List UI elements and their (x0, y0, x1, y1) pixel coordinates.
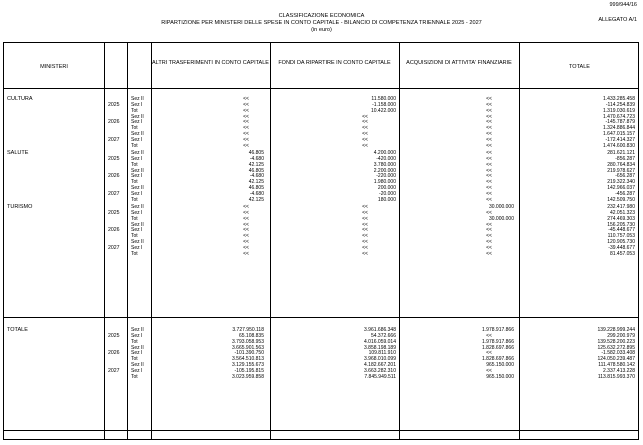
value-altri: -105.195.815 (234, 368, 264, 374)
value-altri: << (243, 245, 249, 251)
value-totale: 124.050.239.487 (597, 356, 635, 363)
value-fondi: 11.580.000 (371, 96, 396, 102)
value-altri: 3.129.155.673 (232, 362, 264, 369)
section-label: Sez II (131, 327, 144, 333)
value-acquisizioni: << (486, 107, 492, 114)
value-acquisizioni: << (486, 125, 492, 132)
value-acquisizioni: << (486, 173, 492, 180)
section-label: Tot (131, 215, 138, 222)
value-altri: << (243, 204, 249, 210)
value-totale: -145.787.879 (605, 119, 635, 126)
value-fondi: 4.182.667.201 (364, 362, 396, 369)
section-label: Sez I (131, 137, 143, 143)
year-label: 2026 (108, 227, 120, 234)
value-acquisizioni: << (486, 119, 492, 126)
footer-divider (4, 430, 638, 431)
value-acquisizioni: 30.000.000 (488, 215, 514, 222)
value-fondi: << (362, 245, 368, 251)
value-altri: 3.564.510.813 (232, 356, 264, 363)
value-altri: << (243, 142, 249, 149)
section-label: Tot (131, 196, 138, 203)
value-totale: 120.905.730 (607, 239, 635, 246)
value-totale: 281.621.121 (607, 150, 635, 156)
value-fondi: 109.811.910 (368, 350, 396, 357)
value-altri: -4.680 (249, 191, 264, 197)
value-fondi: << (362, 227, 368, 234)
value-fondi: << (362, 209, 368, 216)
section-label: Sez II (131, 131, 144, 138)
value-totale: -656.287 (615, 173, 635, 180)
value-acquisizioni: 1.828.697.866 (482, 356, 514, 363)
section-label: Sez I (131, 245, 143, 251)
value-totale: 111.478.580.142 (598, 362, 635, 369)
value-totale: 142.509.750 (607, 196, 635, 203)
value-altri: 42.125 (248, 161, 264, 168)
value-totale: -114.254.839 (605, 101, 635, 108)
value-acquisizioni: << (486, 239, 492, 246)
value-totale: 1.647.015.157 (603, 131, 635, 138)
value-fondi: 4.200.000 (373, 150, 396, 156)
value-acquisizioni: 965.150.000 (486, 362, 514, 369)
section-label: Sez I (131, 191, 143, 197)
value-fondi: << (362, 239, 368, 246)
value-altri: << (243, 119, 249, 126)
value-fondi: -420.000 (376, 155, 396, 162)
value-acquisizioni: << (486, 137, 492, 143)
ministry-name: CULTURA (7, 95, 33, 102)
section-label: Tot (131, 373, 138, 380)
value-altri: << (243, 113, 249, 120)
value-fondi: 3.858.198.189 (364, 344, 396, 351)
value-altri: << (243, 125, 249, 132)
section-label: Tot (131, 233, 138, 240)
value-fondi: 1.980.000 (373, 179, 396, 186)
value-totale: 219.978.627 (607, 167, 635, 174)
value-fondi: << (362, 137, 368, 143)
value-acquisizioni: << (486, 209, 492, 216)
total-divider (4, 317, 638, 318)
year-label: 2026 (108, 173, 120, 180)
section-label: Sez I (131, 332, 143, 339)
section-label: Sez II (131, 204, 144, 210)
value-totale: 110.757.053 (607, 233, 635, 240)
value-acquisizioni: << (486, 185, 492, 192)
value-acquisizioni: << (486, 245, 492, 251)
value-altri: 46.805 (248, 185, 264, 192)
value-altri: 3.793.058.953 (232, 338, 264, 345)
ministry-name: TOTALE (7, 326, 28, 333)
section-label: Tot (131, 142, 138, 149)
value-totale: -856.287 (615, 155, 635, 162)
value-altri: << (243, 239, 249, 246)
value-acquisizioni: << (486, 179, 492, 186)
value-fondi: 54.372.666 (370, 332, 396, 339)
value-altri: 3.023.959.858 (232, 373, 264, 380)
value-altri: 46.805 (248, 167, 264, 174)
section-label: Sez II (131, 221, 144, 228)
value-altri: << (243, 107, 249, 114)
value-totale: 156.205.730 (607, 221, 635, 228)
section-label: Sez I (131, 368, 143, 374)
value-altri: << (243, 221, 249, 228)
value-altri: << (243, 96, 249, 102)
value-fondi: << (362, 215, 368, 222)
value-altri: << (243, 131, 249, 138)
section-label: Sez II (131, 150, 144, 156)
value-fondi: << (362, 131, 368, 138)
value-acquisizioni: << (486, 368, 492, 374)
value-acquisizioni: << (486, 101, 492, 108)
year-label: 2026 (108, 119, 120, 126)
value-altri: -101.390.750 (234, 350, 264, 357)
value-acquisizioni: 1.828.697.866 (482, 344, 514, 351)
col-header-totale: TOTALE (569, 64, 590, 70)
value-acquisizioni: << (486, 221, 492, 228)
value-totale: -39.448.677 (608, 245, 635, 251)
value-totale: 1.433.285.458 (603, 96, 635, 102)
value-acquisizioni: << (486, 131, 492, 138)
section-label: Sez I (131, 155, 143, 162)
value-totale: 81.457.053 (609, 250, 635, 257)
value-totale: 1.324.886.844 (603, 125, 635, 132)
section-label: Tot (131, 179, 138, 186)
value-acquisizioni: 965.150.000 (486, 373, 514, 380)
value-acquisizioni: << (486, 113, 492, 120)
value-altri: << (243, 227, 249, 234)
col-divider (104, 43, 105, 439)
page-number: 999/944/16 (609, 2, 637, 8)
value-totale: -456.287 (615, 191, 635, 197)
col-header-altri: ALTRI TRASFERIMENTI IN CONTO CAPITALE (152, 60, 269, 66)
value-fondi: -1.158.000 (372, 101, 396, 108)
attachment-label: ALLEGATO A/1 (598, 17, 637, 23)
value-totale: 42.051.323 (609, 209, 635, 216)
value-acquisizioni: << (486, 142, 492, 149)
units-label: (in euro) (311, 27, 332, 33)
value-totale: 274.469.303 (607, 215, 635, 222)
value-fondi: 3.663.282.310 (364, 368, 396, 374)
value-fondi: 4.016.059.014 (364, 338, 396, 345)
value-totale: 139.228.999.244 (597, 327, 635, 333)
header-divider (4, 88, 638, 89)
value-acquisizioni: 1.978.917.866 (482, 338, 514, 345)
section-label: Sez II (131, 362, 144, 369)
value-acquisizioni: << (486, 96, 492, 102)
value-acquisizioni: << (486, 196, 492, 203)
value-altri: 46.805 (248, 150, 264, 156)
value-totale: 219.322.340 (607, 179, 635, 186)
year-label: 2027 (108, 245, 120, 251)
value-acquisizioni: << (486, 233, 492, 240)
value-fondi: -20.000 (379, 191, 396, 197)
value-altri: 42.125 (248, 196, 264, 203)
value-totale: 125.632.272.895 (597, 344, 635, 351)
ministry-name: TURISMO (7, 203, 33, 210)
value-totale: 139.528.200.223 (597, 338, 635, 345)
section-label: Sez II (131, 167, 144, 174)
year-label: 2025 (108, 209, 120, 216)
col-header-acquisizioni: ACQUISIZIONI DI ATTIVITA' FINANZIARIE (406, 60, 512, 66)
section-label: Sez II (131, 185, 144, 192)
year-label: 2025 (108, 155, 120, 162)
col-divider (127, 43, 128, 439)
value-totale: 299.200.979 (607, 332, 635, 339)
value-acquisizioni: 30.000.000 (488, 204, 514, 210)
section-label: Sez I (131, 119, 143, 126)
value-fondi: << (362, 142, 368, 149)
value-fondi: 180.000 (377, 196, 396, 203)
value-fondi: 3.961.686.348 (364, 327, 396, 333)
section-label: Sez II (131, 96, 144, 102)
value-totale: -172.414.327 (605, 137, 635, 143)
value-totale: 113.815.993.370 (597, 373, 635, 380)
section-label: Tot (131, 161, 138, 168)
report-subtitle: RIPARTIZIONE PER MINISTERI DELLE SPESE IN CONTO CAPITALE - BILANCIO DI COMPETENZA TRIENNALE 2025 - 2027 (161, 20, 482, 26)
section-label: Sez I (131, 350, 143, 357)
section-label: Sez I (131, 227, 143, 234)
value-altri: << (243, 101, 249, 108)
value-totale: 1.470.674.723 (603, 113, 635, 120)
value-fondi: 3.968.010.099 (364, 356, 396, 363)
col-header-fondi: FONDI DA RIPARTIRE IN CONTO CAPITALE (278, 60, 391, 66)
value-acquisizioni: << (486, 191, 492, 197)
value-altri: 3.727.950.118 (232, 327, 264, 333)
value-acquisizioni: << (486, 332, 492, 339)
value-altri: << (243, 209, 249, 216)
value-acquisizioni: << (486, 150, 492, 156)
value-altri: << (243, 233, 249, 240)
value-acquisizioni: << (486, 167, 492, 174)
section-label: Sez I (131, 101, 143, 108)
value-fondi: << (362, 125, 368, 132)
value-totale: 2.337.413.228 (603, 368, 635, 374)
value-fondi: 3.780.000 (373, 161, 396, 168)
value-fondi: 7.845.949.511 (364, 373, 396, 380)
value-totale: 280.764.834 (607, 161, 635, 168)
year-label: 2025 (108, 332, 120, 339)
year-label: 2025 (108, 101, 120, 108)
value-acquisizioni: << (486, 155, 492, 162)
value-altri: << (243, 250, 249, 257)
section-label: Sez II (131, 113, 144, 120)
year-label: 2027 (108, 368, 120, 374)
value-acquisizioni: 1.978.917.866 (482, 327, 514, 333)
section-label: Sez II (131, 344, 144, 351)
value-fondi: << (362, 221, 368, 228)
col-header-ministeri: MINISTERI (40, 64, 68, 70)
report-title: CLASSIFICAZIONE ECONOMICA (278, 13, 365, 19)
year-label: 2026 (108, 350, 120, 357)
value-altri: 42.125 (248, 179, 264, 186)
value-totale: 1.474.600.830 (603, 142, 635, 149)
section-label: Sez I (131, 209, 143, 216)
year-label: 2027 (108, 137, 120, 143)
section-label: Tot (131, 125, 138, 132)
section-label: Tot (131, 107, 138, 114)
value-acquisizioni: << (486, 161, 492, 168)
value-acquisizioni: << (486, 250, 492, 257)
section-label: Tot (131, 338, 138, 345)
value-altri: 65.108.835 (238, 332, 264, 339)
value-altri: -4.680 (249, 155, 264, 162)
value-fondi: 2.200.000 (373, 167, 396, 174)
value-fondi: << (362, 233, 368, 240)
value-totale: -45.448.677 (608, 227, 635, 234)
section-label: Sez II (131, 239, 144, 246)
value-altri: << (243, 137, 249, 143)
value-acquisizioni: << (486, 350, 492, 357)
ministry-name: SALUTE (7, 149, 29, 156)
value-totale: -1.582.033.408 (601, 350, 635, 357)
value-altri: 3.665.901.563 (232, 344, 264, 351)
value-altri: << (243, 215, 249, 222)
value-fondi: << (362, 250, 368, 257)
value-fondi: 200.000 (377, 185, 396, 192)
value-totale: 142.966.037 (607, 185, 635, 192)
section-label: Tot (131, 356, 138, 363)
value-altri: -4.680 (249, 173, 264, 180)
value-fondi: << (362, 119, 368, 126)
spending-table (3, 42, 639, 440)
value-acquisizioni: << (486, 227, 492, 234)
year-label: 2027 (108, 191, 120, 197)
value-totale: 1.319.030.619 (603, 107, 635, 114)
value-fondi: 10.422.000 (370, 107, 396, 114)
value-fondi: << (362, 204, 368, 210)
section-label: Sez I (131, 173, 143, 180)
value-fondi: << (362, 113, 368, 120)
value-fondi: -220.000 (376, 173, 396, 180)
section-label: Tot (131, 250, 138, 257)
value-totale: 232.417.980 (607, 204, 635, 210)
